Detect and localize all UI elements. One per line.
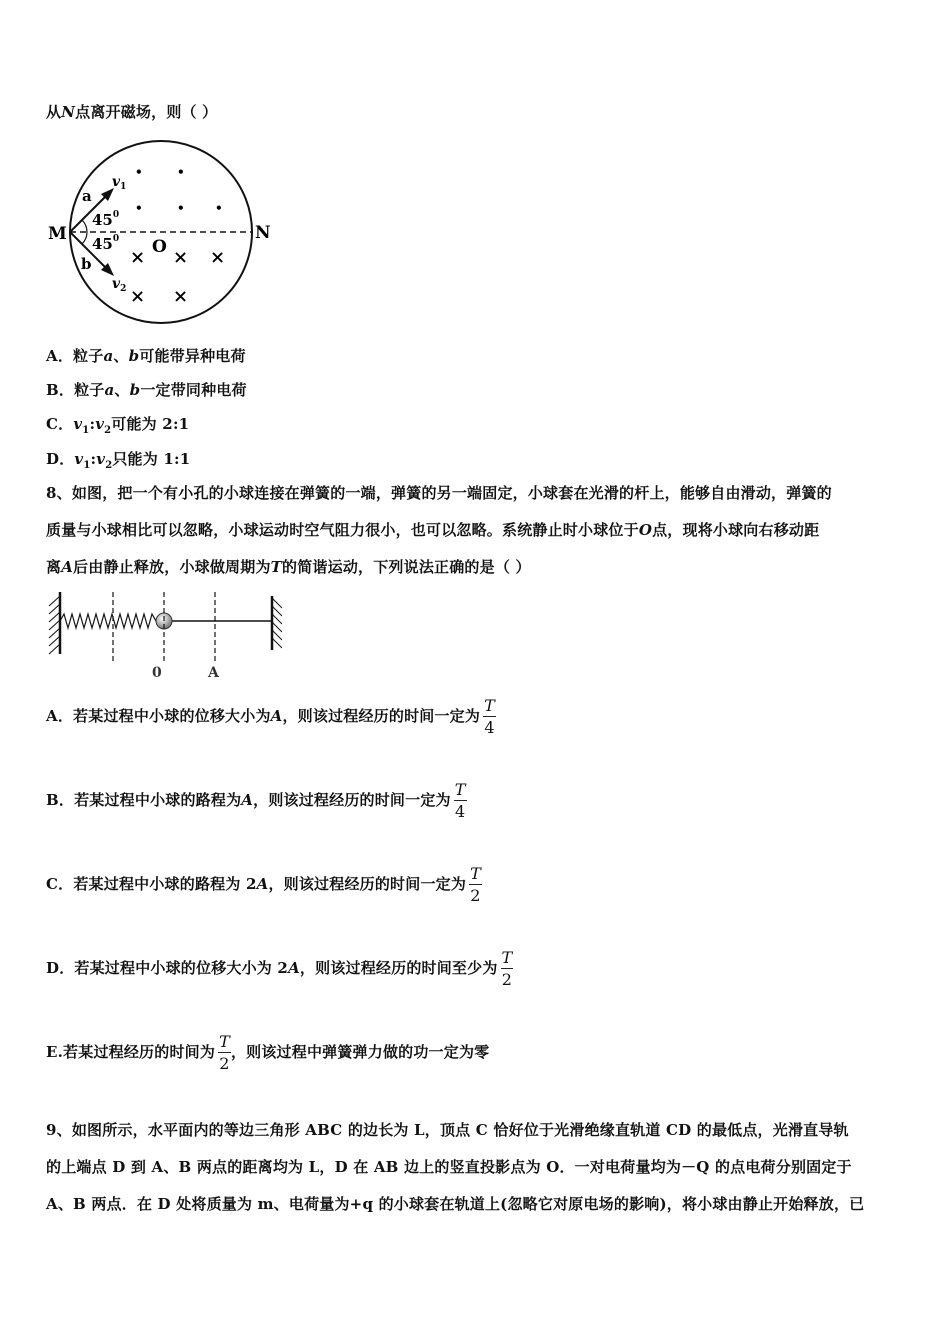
v2-sub: 2 bbox=[104, 425, 112, 436]
var-O: O bbox=[638, 521, 653, 539]
option-text: E.若某过程经历的时间为 bbox=[46, 1043, 216, 1061]
var-A: A bbox=[241, 791, 254, 809]
option-label: D． bbox=[46, 450, 75, 468]
fraction bbox=[454, 782, 467, 820]
fraction-denominator: 2 bbox=[470, 886, 481, 905]
ratio-colon: : bbox=[90, 450, 97, 468]
fraction-numerator: T bbox=[484, 696, 495, 715]
option-text: 可能为 2:1 bbox=[111, 415, 190, 433]
equilibrium-label: 0 bbox=[152, 665, 162, 681]
spring-oscillator-figure bbox=[44, 588, 284, 683]
particle-a: a bbox=[103, 347, 114, 365]
q8-stem-line1: 8、如图，把一个有小孔的小球连接在弹簧的一端，弹簧的另一端固定，小球套在光滑的杆上，能够自由滑动，弹簧的 bbox=[46, 484, 832, 502]
option-text: ，则该过程中弹簧弹力做的功一定为零 bbox=[230, 1043, 490, 1061]
text: 后由静止释放，小球做周期为 bbox=[73, 558, 271, 576]
field-cross: × bbox=[130, 286, 146, 307]
particle-b: b bbox=[129, 381, 141, 399]
field-cross: × bbox=[210, 247, 226, 268]
fraction-numerator: T bbox=[454, 780, 466, 799]
option-text: ，则该过程经历的时间至少为 bbox=[299, 959, 498, 977]
q9-stem-line3: A、B 两点．在 D 处将质量为 m、电荷量为+q 的小球套在轨道上(忽略它对原电场的影响)，将小球由静止开始释放，已 bbox=[46, 1195, 865, 1213]
point-O-label: O bbox=[152, 237, 167, 257]
q8-option-c bbox=[46, 866, 482, 904]
left-wall-hatch bbox=[49, 596, 60, 654]
v2-sub: 2 bbox=[105, 460, 113, 471]
field-cross: × bbox=[130, 247, 146, 268]
q7-intro-var: N bbox=[61, 103, 76, 121]
fraction-denominator: 4 bbox=[484, 718, 495, 737]
fraction bbox=[483, 698, 496, 736]
fraction-numerator: T bbox=[501, 948, 513, 967]
option-label: A．粒子 bbox=[46, 347, 104, 365]
option-label: B．粒子 bbox=[46, 381, 105, 399]
option-text: ，则该过程经历的时间一定为 bbox=[253, 791, 451, 809]
q7-option-a bbox=[46, 345, 246, 366]
point-N-label: N bbox=[255, 223, 271, 243]
v1-label: $v_1$ bbox=[112, 174, 127, 192]
particle-b-label: b bbox=[81, 255, 92, 273]
q8-stem-line2 bbox=[46, 519, 819, 540]
field-cross: × bbox=[173, 247, 189, 268]
ratio-colon: : bbox=[89, 415, 96, 433]
option-text: ，则该过程经历的时间一定为 bbox=[282, 707, 481, 725]
fraction bbox=[501, 950, 514, 988]
field-dot: • bbox=[177, 165, 185, 179]
v1-var: v bbox=[74, 450, 84, 468]
spring bbox=[60, 614, 158, 628]
fraction bbox=[218, 1034, 231, 1072]
q7-intro-prefix: 从 bbox=[46, 103, 62, 121]
q7-option-c bbox=[46, 413, 189, 434]
magnetic-field-figure bbox=[44, 135, 284, 335]
text: 离 bbox=[46, 558, 62, 576]
right-wall-hatch bbox=[272, 598, 282, 648]
option-text: A．若某过程中小球的位移大小为 bbox=[46, 707, 271, 725]
fraction-denominator: 2 bbox=[219, 1054, 230, 1073]
option-text: 可能带异种电荷 bbox=[139, 347, 246, 365]
q8-option-e bbox=[46, 1034, 489, 1072]
option-text: B．若某过程中小球的路程为 bbox=[46, 791, 242, 809]
option-text: ，则该过程经历的时间一定为 bbox=[268, 875, 467, 893]
v2-var: v bbox=[95, 415, 105, 433]
q8-option-b bbox=[46, 782, 467, 820]
angle-top-label: $45^0$ bbox=[92, 210, 120, 229]
v1-sub: 1 bbox=[82, 425, 90, 436]
q8-option-d bbox=[46, 950, 513, 988]
field-dot: • bbox=[135, 165, 143, 179]
q7-option-d bbox=[46, 448, 190, 469]
q7-intro bbox=[46, 101, 217, 122]
v2-var: v bbox=[96, 450, 106, 468]
particle-b: b bbox=[128, 347, 140, 365]
field-dot: • bbox=[177, 201, 185, 215]
field-dot: • bbox=[215, 201, 223, 215]
field-dot: • bbox=[135, 201, 143, 215]
v1-var: v bbox=[73, 415, 83, 433]
particle-a-label: a bbox=[82, 187, 92, 205]
var-A: A bbox=[288, 959, 300, 977]
particle-a: a bbox=[104, 381, 115, 399]
option-label: C． bbox=[46, 415, 74, 433]
option-text: D．若某过程中小球的位移大小为 2 bbox=[46, 959, 289, 977]
fraction bbox=[469, 866, 482, 904]
v1-sub: 1 bbox=[83, 460, 91, 471]
fraction-denominator: 4 bbox=[454, 802, 466, 821]
text: 的简谐运动，下列说法正确的是（ ） bbox=[282, 558, 531, 576]
q9-stem-line2: 的上端点 D 到 A、B 两点的距离均为 L，D 在 AB 边上的竖直投影点为 O．一对电荷量均为－Q 的点电荷分别固定于 bbox=[46, 1158, 852, 1176]
point-M-label: M bbox=[48, 224, 67, 244]
angle-bottom-label: $45^0$ bbox=[92, 234, 120, 253]
separator: 、 bbox=[113, 347, 129, 365]
fraction-denominator: 2 bbox=[501, 970, 513, 989]
var-T: T bbox=[270, 558, 283, 576]
option-text: 一定带同种电荷 bbox=[140, 381, 247, 399]
q9-stem-line1: 9、如图所示，水平面内的等边三角形 ABC 的边长为 L，顶点 C 恰好位于光滑绝缘直轨道 CD 的最低点，光滑直导轨 bbox=[46, 1121, 849, 1139]
q8-option-a bbox=[46, 698, 496, 736]
q7-intro-suffix: 点离开磁场，则（ ） bbox=[75, 103, 218, 121]
separator: 、 bbox=[114, 381, 130, 399]
v2-label: $v_2$ bbox=[112, 276, 127, 294]
var-A: A bbox=[61, 558, 74, 576]
field-cross: × bbox=[173, 286, 189, 307]
q8-stem-line3 bbox=[46, 556, 531, 577]
var-A: A bbox=[256, 875, 269, 893]
option-text: 只能为 1:1 bbox=[112, 450, 191, 468]
text: 点，现将小球向右移动距 bbox=[652, 521, 820, 539]
fraction-numerator: T bbox=[470, 864, 481, 883]
text: 质量与小球相比可以忽略，小球运动时空气阻力很小，也可以忽略。系统静止时小球位于 bbox=[46, 521, 639, 539]
fraction-numerator: T bbox=[219, 1032, 230, 1051]
q7-option-b bbox=[46, 379, 247, 400]
option-text: C．若某过程中小球的路程为 2 bbox=[46, 875, 257, 893]
var-A: A bbox=[270, 707, 283, 725]
amplitude-label: A bbox=[208, 665, 219, 681]
